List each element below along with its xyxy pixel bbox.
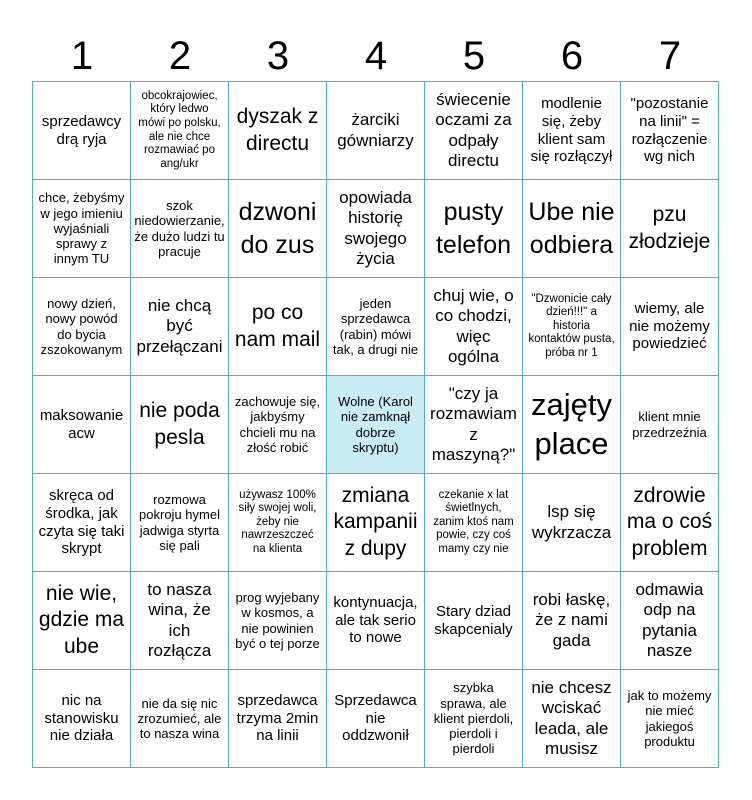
bingo-cell[interactable]: klient mnie przedrzeźnia xyxy=(621,376,719,474)
bingo-cell[interactable]: zdrowie ma o coś problem xyxy=(621,474,719,572)
column-number: 1 xyxy=(70,34,94,78)
bingo-cell[interactable]: sprzedawcy drą ryja xyxy=(33,82,131,180)
bingo-cell[interactable]: obcokrajowiec, który ledwo mówi po polsku, ale nie chce rozmawiać po ang/ukr xyxy=(131,82,229,180)
bingo-cell[interactable]: nie da się nic zrozumieć, ale to nasza wina xyxy=(131,670,229,768)
column-number: 5 xyxy=(462,34,486,78)
bingo-cell[interactable]: skręca od środka, jak czyta się taki skrypt xyxy=(33,474,131,572)
bingo-cell[interactable]: świecenie oczami za odpały directu xyxy=(425,82,523,180)
bingo-cell[interactable]: zmiana kampanii z dupy xyxy=(327,474,425,572)
column-number: 7 xyxy=(658,34,682,78)
bingo-cell[interactable]: szok niedowierzanie, że dużo ludzi tu pracuje xyxy=(131,180,229,278)
bingo-cell[interactable]: nowy dzień, nowy powód do bycia zszokowanym xyxy=(33,278,131,376)
bingo-cell[interactable]: modlenie się, żeby klient sam się rozłączył xyxy=(523,82,621,180)
bingo-cell[interactable]: robi łaskę, że z nami gada xyxy=(523,572,621,670)
bingo-cell[interactable]: "pozostanie na linii" = rozłączenie wg nich xyxy=(621,82,719,180)
bingo-cell[interactable]: sprzedawca trzyma 2min na linii xyxy=(229,670,327,768)
bingo-cell[interactable]: zachowuje się, jakbyśmy chcieli mu na złość robić xyxy=(229,376,327,474)
bingo-cell[interactable]: prog wyjebany w kosmos, a nie powinien być o tej porze xyxy=(229,572,327,670)
column-header-row xyxy=(33,30,719,82)
bingo-cell[interactable]: Sprzedawca nie oddzwonił xyxy=(327,670,425,768)
bingo-cell[interactable]: wiemy, ale nie możemy powiedzieć xyxy=(621,278,719,376)
column-number: 2 xyxy=(168,34,192,78)
bingo-cell[interactable]: nie chcesz wciskać leada, ale musisz xyxy=(523,670,621,768)
bingo-cell[interactable]: szybka sprawa, ale klient pierdoli, pierdoli i pierdoli xyxy=(425,670,523,768)
bingo-cell[interactable]: żarciki gówniarzy xyxy=(327,82,425,180)
bingo-cell[interactable]: "czy ja rozmawiam z maszyną?" xyxy=(425,376,523,474)
bingo-cell[interactable]: zajęty place xyxy=(523,376,621,474)
bingo-cell[interactable]: dyszak z directu xyxy=(229,82,327,180)
bingo-cell[interactable]: rozmowa pokroju hymel jadwiga styrta się pali xyxy=(131,474,229,572)
bingo-cell[interactable]: pzu złodzieje xyxy=(621,180,719,278)
bingo-cell[interactable]: lsp się wykrzacza xyxy=(523,474,621,572)
bingo-cell[interactable]: kontynuacja, ale tak serio to nowe xyxy=(327,572,425,670)
bingo-cell[interactable]: po co nam mail xyxy=(229,278,327,376)
bingo-cell[interactable]: opowiada historię swojego życia xyxy=(327,180,425,278)
bingo-grid xyxy=(32,81,719,768)
bingo-cell[interactable]: jeden sprzedawca (rabin) mówi tak, a drugi nie xyxy=(327,278,425,376)
bingo-cell[interactable]: czekanie x lat świetlnych, zanim ktoś nam powie, czy coś mamy czy nie xyxy=(425,474,523,572)
column-number: 4 xyxy=(364,34,388,78)
bingo-cell[interactable]: to nasza wina, że ich rozłącza xyxy=(131,572,229,670)
free-cell[interactable]: Wolne (Karol nie zamknął dobrze skryptu) xyxy=(327,376,425,474)
bingo-cell[interactable]: nie wie, gdzie ma ube xyxy=(33,572,131,670)
bingo-cell[interactable]: używasz 100% siły swojej woli, żeby nie nawrzeszczeć na klienta xyxy=(229,474,327,572)
bingo-cell[interactable]: pusty telefon xyxy=(425,180,523,278)
bingo-cell[interactable]: nie chcą być przełączani xyxy=(131,278,229,376)
bingo-cell[interactable]: Stary dziad skapcenialy xyxy=(425,572,523,670)
bingo-cell[interactable]: nie poda pesla xyxy=(131,376,229,474)
bingo-cell[interactable]: jak to możemy nie mieć jakiegoś produktu xyxy=(621,670,719,768)
bingo-cell[interactable]: odmawia odp na pytania nasze xyxy=(621,572,719,670)
column-number: 3 xyxy=(266,34,290,78)
column-number: 6 xyxy=(560,34,584,78)
bingo-cell[interactable]: Ube nie odbiera xyxy=(523,180,621,278)
bingo-cell[interactable]: maksowanie acw xyxy=(33,376,131,474)
bingo-cell[interactable]: dzwoni do zus xyxy=(229,180,327,278)
bingo-cell[interactable]: nic na stanowisku nie działa xyxy=(33,670,131,768)
bingo-cell[interactable]: chuj wie, o co chodzi, więc ogólna xyxy=(425,278,523,376)
bingo-cell[interactable]: "Dzwonicie cały dzień!!!" a historia kontaktów pusta, próba nr 1 xyxy=(523,278,621,376)
bingo-cell[interactable]: chce, żebyśmy w jego imieniu wyjaśniali sprawy z innym TU xyxy=(33,180,131,278)
